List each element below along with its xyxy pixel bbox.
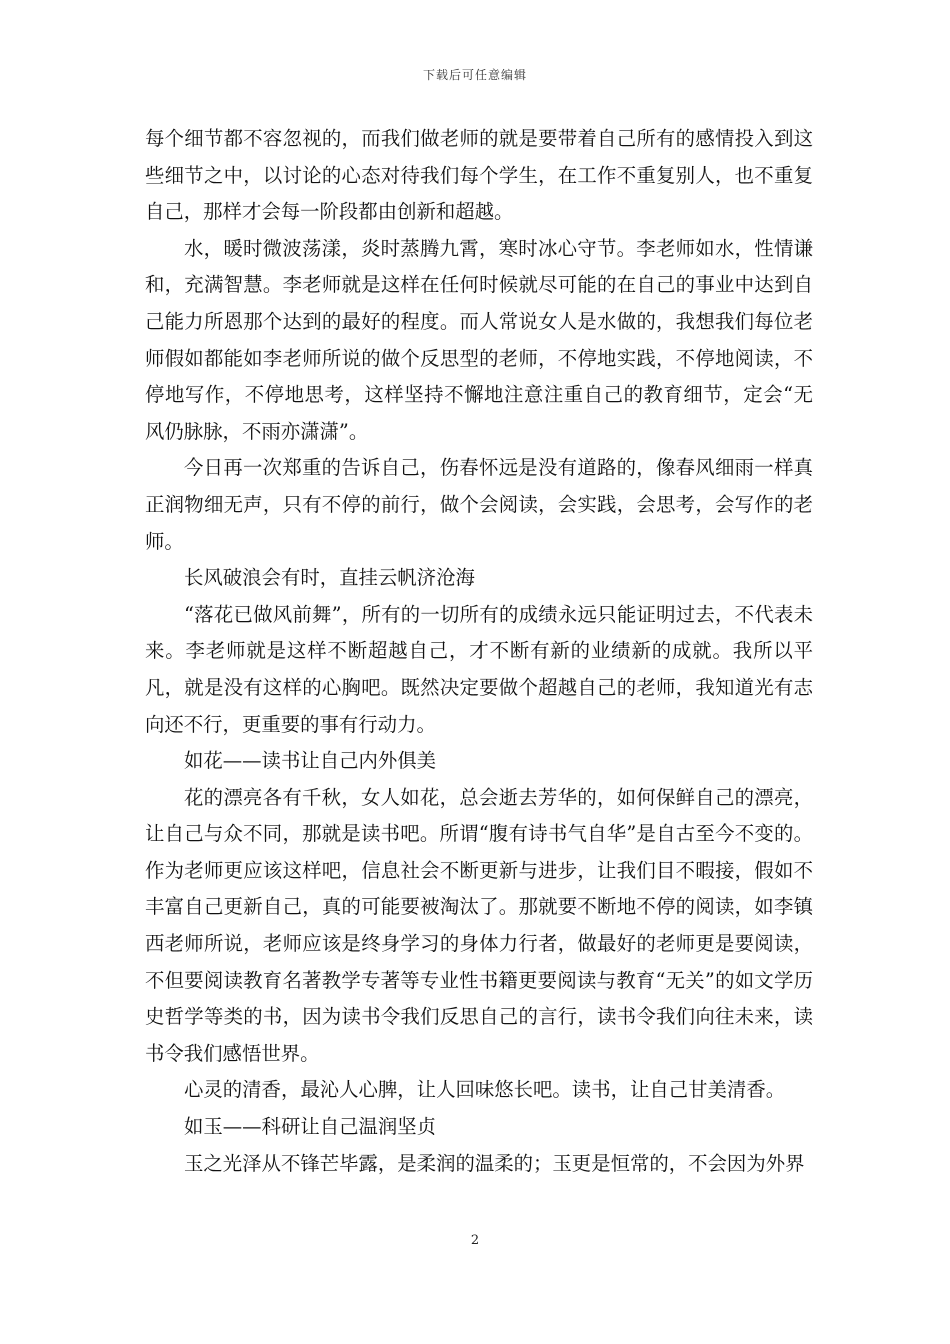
paragraph-1: 每个细节都不容忽视的，而我们做老师的就是要带着自己所有的感情投入到这些细节之中，以讨论的心态对待我们每个学生，在工作不重复别人，也不重复自己，那样才会每一阶段都由创新和超越。	[145, 127, 813, 224]
section-heading-flower: 如花——读书让自己内外俱美	[184, 749, 437, 773]
paragraph-6: 心灵的清香，最沁人心脾，让人回味悠长吧。读书，让自己甘美清香。	[184, 1078, 786, 1102]
paragraph-7: 玉之光泽从不锋芒毕露，是柔润的温柔的；玉更是恒常的，不会因为外界	[184, 1151, 805, 1175]
page-number: 2	[470, 1233, 480, 1248]
paragraph-5: 花的漂亮各有千秋，女人如花，总会逝去芳华的，如何保鲜自己的漂亮，让自己与众不同，那就是读书吧。所谓“腹有诗书气自华”是自古至今不变的。作为老师更应该这样吧，信息社会不断更新与进步，让我们目不暇接，假如不丰富自己更新自己，真的可能要被淘汰了。那就要不断地不停的阅读，如李镇西老师所说，老师应该是终身学习的身体力行者，做最好的老师更是要阅读，不但要阅读教育名著教学专著等专业性书籍更要阅读与教育“无关”的如文学历史哲学等类的书，因为读书令我们反思自己的言行，读书令我们向往未来，读书令我们感悟世界。	[145, 785, 813, 1065]
section-heading-wind: 长风破浪会有时，直挂云帆济沧海	[184, 566, 475, 590]
paragraph-4: “落花已做风前舞”，所有的一切所有的成绩永远只能证明过去，不代表未来。李老师就是这样不断超越自己，才不断有新的业绩新的成就。我所以平凡，就是没有这样的心胸吧。既然决定要做个超越自己的老师，我知道光有志向还不行，更重要的事有行动力。	[145, 602, 813, 736]
document-body	[145, 121, 813, 1182]
page-header: 下载后可任意编辑	[422, 68, 527, 82]
paragraph-2: 水，暖时微波荡漾，炎时蒸腾九霄，寒时冰心守节。李老师如水，性情谦和，充满智慧。李老师就是这样在任何时候就尽可能的在自己的事业中达到自己能力所恩那个达到的最好的程度。而人常说女人是水做的，我想我们每位老师假如都能如李老师所说的做个反思型的老师，不停地实践，不停地阅读，不停地写作，不停地思考，这样坚持不懈地注意注重自己的教育细节，定会“无风仍脉脉，不雨亦潇潇”。	[145, 236, 813, 443]
section-heading-jade: 如玉——科研让自己温润坚贞	[184, 1115, 437, 1139]
paragraph-3: 今日再一次郑重的告诉自己，伤春怀远是没有道路的，像春风细雨一样真正润物细无声，只有不停的前行，做个会阅读，会实践，会思考，会写作的老师。	[145, 456, 813, 553]
